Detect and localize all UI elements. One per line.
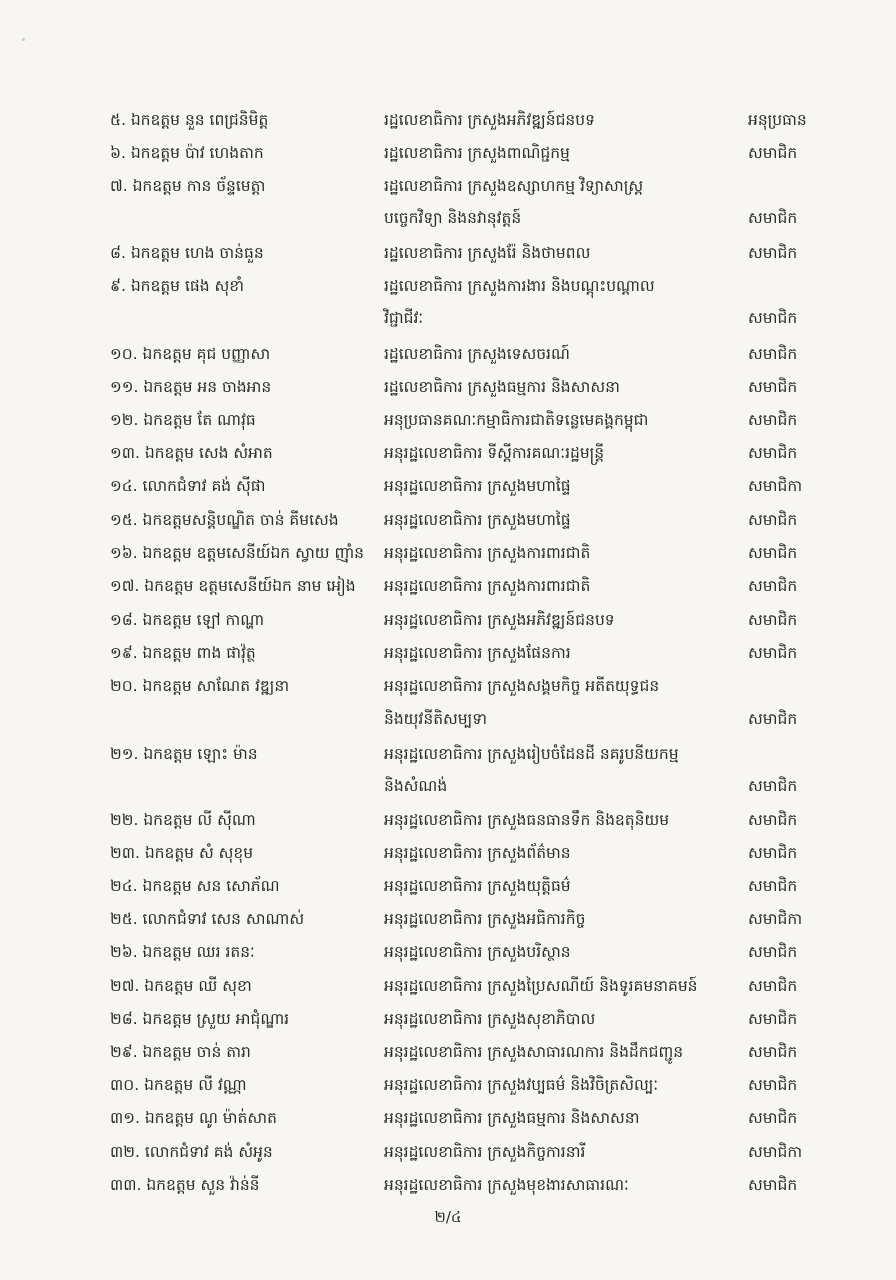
member-role: សមាជិកា [748,477,803,495]
member-row [0,605,896,635]
member-role: សមាជិក [748,411,798,429]
member-row [0,971,896,1001]
member-position: រដ្ឋលេខាធិការ ក្រសួងអភិវឌ្ឍន៍ជនបទ [384,111,595,129]
member-row [0,303,896,333]
member-role: សមាជិកា [748,1143,803,1161]
member-row [0,1004,896,1034]
member-position: អនុរដ្ឋលេខាធិការ ក្រសួងធម្មការ និងសាសនា [384,1109,640,1127]
member-role: សមាជិក [748,1010,798,1028]
member-role: សមាជិក [748,144,798,162]
member-role: សមាជិក [748,444,798,462]
member-row [0,339,896,369]
member-row [0,471,896,501]
member-position: រដ្ឋលេខាធិការ ក្រសួងទេសចរណ៍ [384,345,570,363]
member-role: សមាជិក [748,644,798,662]
member-role: សមាជិក [748,511,798,529]
member-row [0,904,896,934]
member-row [0,171,896,201]
member-row [0,405,896,435]
member-name: ១៦. ឯកឧត្តម ឧត្តមសេនីយ៍ឯក ស្វាយ ញ៉ាំន [110,544,364,562]
member-role: សមាជិក [748,777,798,795]
member-name: ៥. ឯកឧត្តម នួន ពេជ្រនិមិត្ត [110,111,269,129]
member-position: រដ្ឋលេខាធិការ ក្រសួងរ៉ែ និងថាមពល [384,244,591,262]
member-name: ១៥. ឯកឧត្តមសន្តិបណ្ឌិត ចាន់ គីមសេង [110,511,339,529]
member-name: ២៣. ឯកឧត្តម សំ សុខុម [110,844,254,862]
member-role: សមាជិក [748,209,798,227]
member-position: រដ្ឋលេខាធិការ ក្រសួងឧស្សាហកម្ម វិទ្យាសាស្ត្រ [384,177,644,195]
member-name: ២៦. ឯកឧត្តម ឈរ រតនៈ [110,943,255,961]
member-name: ១៣. ឯកឧត្តម សេង សំអាត [110,444,273,462]
member-name: ២១. ឯកឧត្តម ឡោះ ម៉ាន [110,745,258,763]
member-position: អនុរដ្ឋលេខាធិការ ក្រសួងសុខាភិបាល [384,1010,596,1028]
member-position: អនុរដ្ឋលេខាធិការ ក្រសួងផែនការ [384,644,571,662]
member-position: អនុរដ្ឋលេខាធិការ ទីស្តីការគណៈរដ្ឋមន្ត្រី [384,444,605,462]
member-row [0,505,896,535]
member-row [0,805,896,835]
member-name: ៣៣. ឯកឧត្តម សួន វ៉ាន់នី [110,1176,260,1194]
member-role: សមាជិក [748,1043,798,1061]
member-role: សមាជិក [748,1109,798,1127]
member-name: ២២. ឯកឧត្តម លី ស៊ីណា [110,811,256,829]
member-row [0,538,896,568]
member-name: ២៨. ឯកឧត្តម ស្រួយ អាជុំណ្ឌារ [110,1010,290,1028]
member-position: អនុរដ្ឋលេខាធិការ ក្រសួងអធិការកិច្ច [384,910,586,928]
member-position: អនុរដ្ឋលេខាធិការ ក្រសួងរៀបចំដែនដី នគរូបនីយកម្ម [384,745,679,763]
member-row [0,372,896,402]
member-row [0,1070,896,1100]
member-position: អនុរដ្ឋលេខាធិការ ក្រសួងសង្គមកិច្ច អតីតយុទ្ធជន [384,677,660,695]
member-row [0,638,896,668]
member-role: សមាជិក [748,877,798,895]
member-position: និងសំណង់ [384,777,448,795]
member-name: ១២. ឯកឧត្តម តែ ណាវុធ [110,411,256,429]
member-row [0,571,896,601]
member-role: សមាជិក [748,244,798,262]
member-position: បច្ចេកវិទ្យា និងនវានុវត្តន៍ [384,209,522,227]
member-position: អនុរដ្ឋលេខាធិការ ក្រសួងមុខងារសាធារណៈ [384,1176,629,1194]
member-name: ១៨. ឯកឧត្តម ឡៅ កាណ្ហា [110,611,265,629]
member-position: អនុរដ្ឋលេខាធិការ ក្រសួងបរិស្ថាន [384,943,571,961]
member-position: អនុរដ្ឋលេខាធិការ ក្រសួងកិច្ចការនារី [384,1143,586,1161]
member-row [0,438,896,468]
member-position: អនុរដ្ឋលេខាធិការ ក្រសួងមហាផ្ទៃ [384,477,571,495]
member-name: ២៩. ឯកឧត្តម ចាន់ តារា [110,1043,251,1061]
member-name: ៣០. ឯកឧត្តម លី វណ្ណា [110,1076,247,1094]
member-row [0,105,896,135]
member-name: ១៤. លោកជំទាវ គង់ ស៊ីផា [110,477,266,495]
member-role: សមាជិក [748,345,798,363]
member-row [0,771,896,801]
member-position: អនុរដ្ឋលេខាធិការ ក្រសួងការពារជាតិ [384,577,591,595]
member-row [0,937,896,967]
member-name: ១៩. ឯកឧត្តម ពាង ផាវ៉ុត្ថ [110,644,256,662]
member-name: ៧. ឯកឧត្តម កាន ច័ន្ទមេត្តា [110,177,266,195]
member-role: សមាជិក [748,309,798,327]
member-name: ៨. ឯកឧត្តម ហេង ចាន់ធួន [110,244,264,262]
member-position: អនុប្រធានគណៈកម្មាធិការជាតិទន្លេមេគង្គកម្ពុជា [384,411,649,429]
member-name: ១៧. ឯកឧត្តម ឧត្តមសេនីយ៍ឯក នាម អៀង [110,577,356,595]
member-role: សមាជិក [748,1076,798,1094]
member-name: ៣២. លោកជំទាវ គង់ សំអូន [110,1143,273,1161]
member-role: សមាជិក [748,577,798,595]
member-name: ២៤. ឯកឧត្តម សន សោភ័ណ [110,877,280,895]
member-role: សមាជិក [748,844,798,862]
member-position: អនុរដ្ឋលេខាធិការ ក្រសួងយុត្តិធម៌ [384,877,571,895]
member-position: អនុរដ្ឋលេខាធិការ ក្រសួងវប្បធម៌ និងវិចិត្រសិល្បៈ [384,1076,659,1094]
member-position: អនុរដ្ឋលេខាធិការ ក្រសួងព័ត៌មាន [384,844,571,862]
member-row [0,704,896,734]
member-row [0,138,896,168]
member-name: ២៧. ឯកឧត្តម ឈី សុខា [110,977,252,995]
member-position: អនុរដ្ឋលេខាធិការ ក្រសួងធនធានទឹក និងឧតុនិយម [384,811,670,829]
member-name: ៩. ឯកឧត្តម ផេង សុខាំ [110,277,244,295]
member-role: សមាជិក [748,710,798,728]
member-position: និងយុវនីតិសម្បទា [384,710,488,728]
member-role: សមាជិក [748,378,798,396]
member-role: សមាជិក [748,943,798,961]
member-position: អនុរដ្ឋលេខាធិការ ក្រសួងប្រៃសណីយ៍ និងទូរគមនាគមន៍ [384,977,698,995]
member-row [0,203,896,233]
member-role: អនុប្រធាន [748,111,807,129]
member-position: រដ្ឋលេខាធិការ ក្រសួងពាណិជ្ជកម្ម [384,144,570,162]
member-row [0,271,896,301]
member-position: វិជ្ជាជីវៈ [384,309,424,327]
member-name: ១០. ឯកឧត្តម គុជ បញ្ញាសា [110,345,271,363]
member-position: អនុរដ្ឋលេខាធិការ ក្រសួងមហាផ្ទៃ [384,511,571,529]
member-row [0,238,896,268]
member-position: អនុរដ្ឋលេខាធិការ ក្រសួងអភិវឌ្ឍន៍ជនបទ [384,611,615,629]
member-row [0,1137,896,1167]
member-role: សមាជិក [748,811,798,829]
member-position: អនុរដ្ឋលេខាធិការ ក្រសួងសាធារណការ និងដឹកជញ្ជូន [384,1043,684,1061]
member-role: សមាជិកា [748,910,803,928]
member-name: ២៥. លោកជំទាវ សេន សាណាស់ [110,910,305,928]
member-name: ១១. ឯកឧត្តម អន ចាងអាន [110,378,272,396]
scan-speck [22,38,25,41]
member-name: ៣១. ឯកឧត្តម ណូ ម៉ាត់សាត [110,1109,277,1127]
member-row [0,1103,896,1133]
member-row [0,1037,896,1067]
member-position: រដ្ឋលេខាធិការ ក្រសួងការងារ និងបណ្តុះបណ្តាល [384,277,655,295]
member-row [0,838,896,868]
page-number: ២/៤ [434,1208,462,1226]
member-role: សមាជិក [748,544,798,562]
member-name: ៦. ឯកឧត្តម ប៉ាវ ហេងតាក [110,144,264,162]
member-name: ២០. ឯកឧត្តម សាណែត វឌ្ឍនា [110,677,290,695]
member-row [0,739,896,769]
member-row [0,671,896,701]
member-row [0,871,896,901]
member-position: រដ្ឋលេខាធិការ ក្រសួងធម្មការ និងសាសនា [384,378,620,396]
member-role: សមាជិក [748,611,798,629]
member-role: សមាជិក [748,1176,798,1194]
member-row [0,1170,896,1200]
member-position: អនុរដ្ឋលេខាធិការ ក្រសួងការពារជាតិ [384,544,591,562]
member-role: សមាជិក [748,977,798,995]
